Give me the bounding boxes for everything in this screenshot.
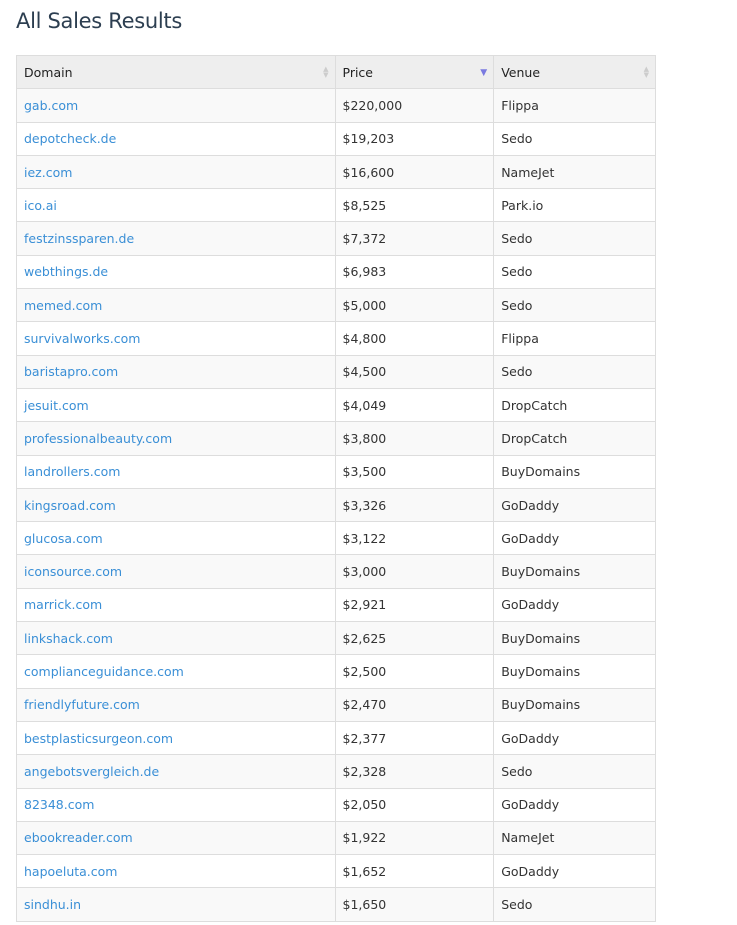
sort-both-icon: ▲ ▼ bbox=[643, 65, 649, 79]
table-row bbox=[17, 455, 656, 488]
domain-link[interactable]: iez.com bbox=[24, 164, 73, 180]
table-row bbox=[17, 688, 656, 721]
domain-link[interactable]: iconsource.com bbox=[24, 564, 123, 580]
venue-cell: GoDaddy bbox=[494, 488, 656, 521]
price-cell: $3,800 bbox=[335, 422, 494, 455]
header-label: Venue bbox=[501, 64, 541, 80]
domain-cell bbox=[17, 622, 336, 655]
price-cell: $7,372 bbox=[335, 222, 494, 255]
domain-link[interactable]: marrick.com bbox=[24, 597, 103, 613]
table-row bbox=[17, 289, 656, 322]
table-row bbox=[17, 588, 656, 621]
domain-cell bbox=[17, 355, 336, 388]
venue-cell: BuyDomains bbox=[494, 622, 656, 655]
domain-cell bbox=[17, 888, 336, 921]
venue-cell: Sedo bbox=[494, 755, 656, 788]
price-cell: $3,122 bbox=[335, 522, 494, 555]
venue-cell: NameJet bbox=[494, 821, 656, 854]
domain-link[interactable]: jesuit.com bbox=[24, 397, 89, 413]
venue-cell: Sedo bbox=[494, 289, 656, 322]
table-row bbox=[17, 655, 656, 688]
domain-link[interactable]: hapoeluta.com bbox=[24, 863, 118, 879]
price-cell: $6,983 bbox=[335, 255, 494, 288]
domain-cell bbox=[17, 122, 336, 155]
venue-cell: Flippa bbox=[494, 322, 656, 355]
domain-cell bbox=[17, 488, 336, 521]
price-cell: $19,203 bbox=[335, 122, 494, 155]
domain-cell bbox=[17, 255, 336, 288]
table-row bbox=[17, 222, 656, 255]
domain-cell bbox=[17, 755, 336, 788]
price-cell: $1,650 bbox=[335, 888, 494, 921]
domain-link[interactable]: gab.com bbox=[24, 97, 79, 113]
price-cell: $1,652 bbox=[335, 855, 494, 888]
domain-link[interactable]: kingsroad.com bbox=[24, 497, 116, 513]
venue-cell: BuyDomains bbox=[494, 455, 656, 488]
domain-cell bbox=[17, 788, 336, 821]
domain-cell bbox=[17, 388, 336, 421]
domain-link[interactable]: professionalbeauty.com bbox=[24, 430, 173, 446]
domain-cell bbox=[17, 821, 336, 854]
domain-link[interactable]: survivalworks.com bbox=[24, 331, 141, 347]
table-row bbox=[17, 155, 656, 188]
table-row bbox=[17, 755, 656, 788]
domain-cell bbox=[17, 555, 336, 588]
table-row bbox=[17, 555, 656, 588]
price-cell: $16,600 bbox=[335, 155, 494, 188]
venue-cell: Sedo bbox=[494, 355, 656, 388]
price-cell: $4,049 bbox=[335, 388, 494, 421]
venue-cell: Flippa bbox=[494, 89, 656, 122]
table-row bbox=[17, 388, 656, 421]
venue-cell: Sedo bbox=[494, 255, 656, 288]
table-row bbox=[17, 355, 656, 388]
domain-link[interactable]: sindhu.in bbox=[24, 897, 82, 913]
domain-link[interactable]: bestplasticsurgeon.com bbox=[24, 730, 174, 746]
domain-cell bbox=[17, 688, 336, 721]
price-cell: $4,500 bbox=[335, 355, 494, 388]
price-cell: $2,500 bbox=[335, 655, 494, 688]
table-row bbox=[17, 855, 656, 888]
domain-cell bbox=[17, 422, 336, 455]
venue-cell: DropCatch bbox=[494, 388, 656, 421]
column-header-price[interactable] bbox=[335, 56, 494, 89]
table-row bbox=[17, 422, 656, 455]
price-cell: $2,050 bbox=[335, 788, 494, 821]
table-row bbox=[17, 821, 656, 854]
price-cell: $4,800 bbox=[335, 322, 494, 355]
table-row bbox=[17, 255, 656, 288]
venue-cell: DropCatch bbox=[494, 422, 656, 455]
table-row bbox=[17, 888, 656, 921]
domain-link[interactable]: depotcheck.de bbox=[24, 131, 117, 147]
domain-link[interactable]: friendlyfuture.com bbox=[24, 697, 140, 713]
venue-cell: GoDaddy bbox=[494, 522, 656, 555]
table-row bbox=[17, 89, 656, 122]
domain-cell bbox=[17, 289, 336, 322]
column-header-domain[interactable] bbox=[17, 56, 336, 89]
domain-link[interactable]: memed.com bbox=[24, 297, 103, 313]
domain-link[interactable]: baristapro.com bbox=[24, 364, 119, 380]
domain-cell bbox=[17, 155, 336, 188]
domain-cell bbox=[17, 855, 336, 888]
page-title: All Sales Results bbox=[16, 9, 183, 33]
table-row bbox=[17, 622, 656, 655]
domain-link[interactable]: angebotsvergleich.de bbox=[24, 763, 160, 779]
table-row bbox=[17, 322, 656, 355]
domain-cell bbox=[17, 588, 336, 621]
price-cell: $3,500 bbox=[335, 455, 494, 488]
domain-cell bbox=[17, 655, 336, 688]
domain-link[interactable]: glucosa.com bbox=[24, 530, 103, 546]
venue-cell: NameJet bbox=[494, 155, 656, 188]
sort-both-icon: ▲ ▼ bbox=[323, 65, 329, 79]
venue-cell: Sedo bbox=[494, 122, 656, 155]
table-row bbox=[17, 189, 656, 222]
price-cell: $2,921 bbox=[335, 588, 494, 621]
table-row bbox=[17, 488, 656, 521]
venue-cell: BuyDomains bbox=[494, 655, 656, 688]
domain-cell bbox=[17, 322, 336, 355]
domain-link[interactable]: landrollers.com bbox=[24, 464, 121, 480]
table-row bbox=[17, 721, 656, 754]
domain-link[interactable]: ico.ai bbox=[24, 197, 57, 213]
price-cell: $3,326 bbox=[335, 488, 494, 521]
venue-cell: BuyDomains bbox=[494, 555, 656, 588]
venue-cell: GoDaddy bbox=[494, 788, 656, 821]
header-label: Price bbox=[342, 64, 373, 80]
price-cell: $3,000 bbox=[335, 555, 494, 588]
table-row bbox=[17, 788, 656, 821]
domain-cell bbox=[17, 721, 336, 754]
domain-link[interactable]: webthings.de bbox=[24, 264, 109, 280]
price-cell: $220,000 bbox=[335, 89, 494, 122]
venue-cell: Sedo bbox=[494, 888, 656, 921]
sales-table bbox=[16, 55, 656, 922]
domain-cell bbox=[17, 522, 336, 555]
table-row bbox=[17, 522, 656, 555]
price-cell: $1,922 bbox=[335, 821, 494, 854]
column-header-venue[interactable] bbox=[494, 56, 656, 89]
domain-cell bbox=[17, 189, 336, 222]
domain-link[interactable]: ebookreader.com bbox=[24, 830, 133, 846]
price-cell: $8,525 bbox=[335, 189, 494, 222]
domain-link[interactable]: complianceguidance.com bbox=[24, 663, 184, 679]
price-cell: $2,470 bbox=[335, 688, 494, 721]
venue-cell: Park.io bbox=[494, 189, 656, 222]
price-cell: $5,000 bbox=[335, 289, 494, 322]
venue-cell: BuyDomains bbox=[494, 688, 656, 721]
domain-cell bbox=[17, 89, 336, 122]
domain-link[interactable]: festzinssparen.de bbox=[24, 231, 135, 247]
domain-link[interactable]: 82348.com bbox=[24, 797, 95, 813]
sort-descending-icon: ▼ bbox=[480, 68, 488, 78]
price-cell: $2,377 bbox=[335, 721, 494, 754]
domain-cell bbox=[17, 222, 336, 255]
venue-cell: GoDaddy bbox=[494, 588, 656, 621]
domain-link[interactable]: linkshack.com bbox=[24, 630, 113, 646]
price-cell: $2,625 bbox=[335, 622, 494, 655]
venue-cell: GoDaddy bbox=[494, 721, 656, 754]
table-row bbox=[17, 122, 656, 155]
domain-cell bbox=[17, 455, 336, 488]
price-cell: $2,328 bbox=[335, 755, 494, 788]
venue-cell: Sedo bbox=[494, 222, 656, 255]
header-label: Domain bbox=[24, 64, 73, 80]
venue-cell: GoDaddy bbox=[494, 855, 656, 888]
